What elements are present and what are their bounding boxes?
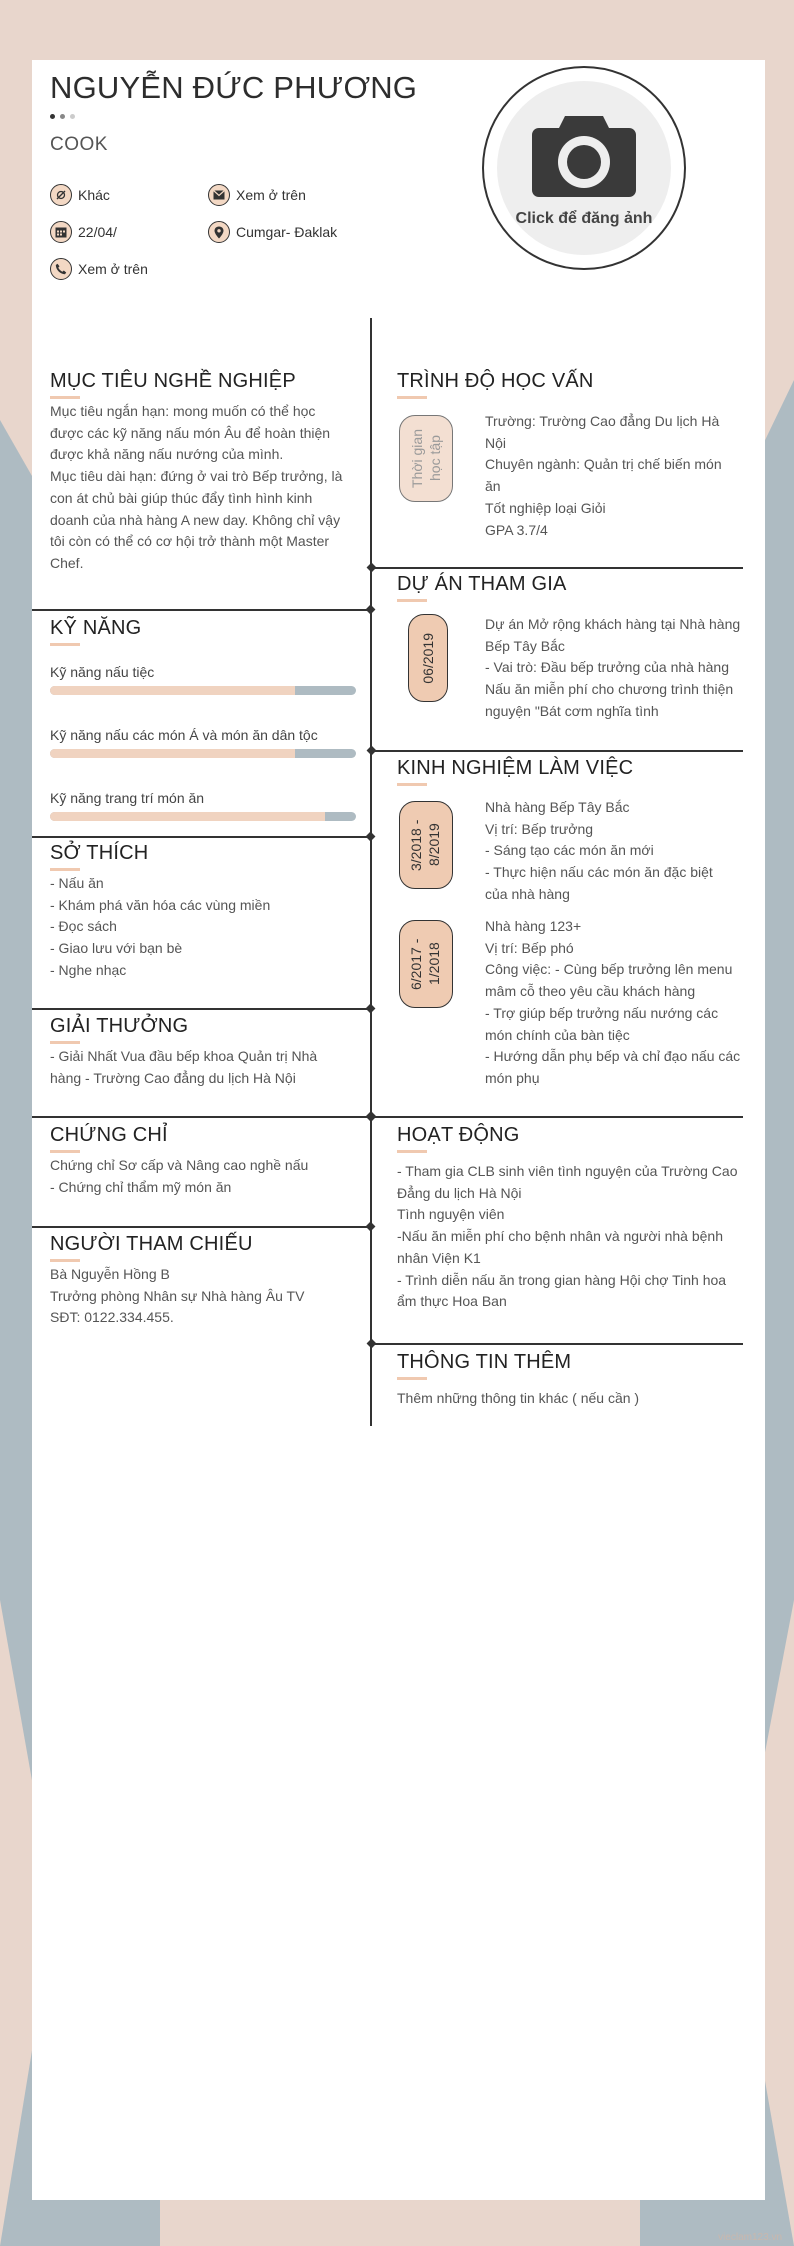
career-objective-section <box>50 370 346 575</box>
period-text: 06/2019 <box>420 632 436 684</box>
title-underline <box>397 1377 427 1380</box>
address-value: Cumgar- Đaklak <box>236 224 338 240</box>
projects-section <box>397 573 567 602</box>
title-underline <box>397 783 427 786</box>
section-divider <box>371 567 743 569</box>
section-title: GIẢI THƯỞNG <box>50 1015 189 1037</box>
section-divider <box>32 1116 371 1118</box>
section-divider <box>371 1343 743 1345</box>
list-item: - Đọc sách <box>50 918 117 935</box>
title-underline <box>50 643 80 646</box>
phone-value: Xem ở trên <box>78 261 148 277</box>
project-period-pill <box>408 614 448 702</box>
divider-marker <box>367 1339 377 1349</box>
birthday-value: 22/04/ <box>78 224 117 240</box>
divider-marker <box>366 605 376 615</box>
certificates-text: Chứng chỉ Sơ cấp và Nâng cao nghề nấu - Chứng chỉ thẩm mỹ món ăn <box>50 1157 309 1195</box>
gender-value: Khác <box>78 187 110 203</box>
title-underline <box>50 868 80 871</box>
activities-text: - Tham gia CLB sinh viên tình nguyện của Trường Cao Đẳng du lịch Hà Nội Tình nguyện viên -Nấu ăn miễn phí cho bệnh nhân và người nhà bệnh nhân Viện K1 - Trình diễn nấu ăn trong gian hàng Hội chợ Tinh hoa ẩm thực Hoa Ban <box>397 1163 738 1310</box>
title-underline <box>50 1150 80 1153</box>
section-divider <box>32 1008 371 1010</box>
list-item: - Giao lưu với bạn bè <box>50 940 183 957</box>
section-title: DỰ ÁN THAM GIA <box>397 573 567 595</box>
skills-section <box>50 617 356 821</box>
education-period-pill <box>399 415 453 502</box>
email-icon <box>208 184 230 206</box>
experience-period-pill <box>399 801 453 889</box>
references-section <box>50 1233 350 1329</box>
calendar-icon <box>50 221 72 243</box>
education-section <box>397 370 594 399</box>
experience-period-pill <box>399 920 453 1008</box>
camera-icon <box>531 108 637 198</box>
hobbies-section <box>50 842 350 982</box>
experience-job: Nhà hàng 123+ Vị trí: Bếp phó Công việc: - Cùng bếp trưởng lên menu mâm cỗ theo yêu cầu khách hàng - Trợ giúp bếp trưởng nấu nướng các món chính của bàn tiệc - Hướng dẫn phụ bếp và chỉ đạo nấu các món phụ <box>485 918 741 1086</box>
section-divider <box>32 1226 371 1228</box>
period-text: 6/2017 - 1/2018 <box>408 938 442 990</box>
location-icon <box>208 221 230 243</box>
list-item: - Nấu ăn <box>50 875 104 891</box>
avatar-caption: Click để đăng ảnh <box>515 210 653 227</box>
section-divider <box>32 836 371 838</box>
contact-gender <box>50 184 110 206</box>
section-title: KỸ NĂNG <box>50 617 142 639</box>
section-title: MỤC TIÊU NGHỀ NGHIỆP <box>50 370 296 392</box>
additional-info-section <box>397 1351 747 1410</box>
divider-marker <box>367 563 377 573</box>
title-underline <box>50 1041 80 1044</box>
divider-marker <box>366 1004 376 1014</box>
skill-bar <box>50 686 356 695</box>
skill-bar <box>50 749 356 758</box>
phone-icon <box>50 258 72 280</box>
skill-bar <box>50 812 356 821</box>
section-title: TRÌNH ĐỘ HỌC VẤN <box>397 370 594 392</box>
list-item: - Khám phá văn hóa các vùng miền <box>50 896 271 913</box>
section-divider <box>371 750 743 752</box>
projects-text: Dự án Mở rộng khách hàng tại Nhà hàng Bếp Tây Bắc - Vai trò: Đầu bếp trưởng của nhà hàng Nấu ăn miễn phí cho chương trình thiện nguyện "Bát cơm nghĩa tình <box>485 616 741 719</box>
gender-icon <box>50 184 72 206</box>
section-title: CHỨNG CHỈ <box>50 1124 168 1146</box>
section-divider <box>32 609 371 611</box>
contact-address <box>208 221 337 243</box>
awards-section <box>50 1015 350 1089</box>
section-title: THÔNG TIN THÊM <box>397 1351 572 1373</box>
title-underline <box>397 396 427 399</box>
additional-info-text: Thêm những thông tin khác ( nếu cần ) <box>397 1390 640 1406</box>
period-text: Thời gian học tập <box>409 429 443 488</box>
divider-marker <box>366 832 376 842</box>
hobby-list <box>50 873 350 982</box>
title-underline <box>50 396 80 399</box>
resume-page <box>32 60 765 2200</box>
skill-label: Kỹ năng trang trí món ăn <box>50 790 205 806</box>
contact-birthday <box>50 221 117 243</box>
section-title: HOẠT ĐỘNG <box>397 1124 520 1146</box>
candidate-name: NGUYỄN ĐỨC PHƯƠNG <box>50 70 418 105</box>
title-underline <box>397 599 427 602</box>
section-title: KINH NGHIỆM LÀM VIỆC <box>397 757 634 779</box>
objective-text: Mục tiêu ngắn hạn: mong muốn có thể học được các kỹ năng nấu món Âu để hoàn thiện được khả năng nấu nướng của mình. Mục tiêu dài hạn: đứng ở vai trò Bếp trưởng, là con át chủ bài giúp thúc đẩy tình hình kinh doanh của nhà hàng A new day. Không chỉ vậy tôi còn có thể có cơ hội trở thành một Master Chef. <box>50 403 343 571</box>
period-text: 3/2018 - 8/2019 <box>408 819 442 871</box>
education-text: Trường: Trường Cao đẳng Du lịch Hà Nội Chuyên ngành: Quản trị chế biến món ăn Tốt nghiệp loại Giỏi GPA 3.7/4 <box>485 413 722 538</box>
experience-job: Nhà hàng Bếp Tây Bắc Vị trí: Bếp trưởng - Sáng tạo các món ăn mới - Thực hiện nấu các món ăn đặc biệt của nhà hàng <box>485 799 713 902</box>
certificates-section <box>50 1124 350 1198</box>
section-divider <box>371 1116 743 1118</box>
contact-phone <box>50 258 148 280</box>
avatar-upload[interactable] <box>497 81 671 255</box>
divider-marker <box>367 746 377 756</box>
title-underline <box>397 1150 427 1153</box>
job-title: COOK <box>50 134 108 155</box>
section-title: SỞ THÍCH <box>50 842 149 864</box>
contact-email <box>208 184 306 206</box>
skill-label: Kỹ năng nấu các món Á và món ăn dân tộc <box>50 727 318 743</box>
section-title: NGƯỜI THAM CHIẾU <box>50 1233 253 1255</box>
pager-dots <box>50 114 75 119</box>
list-item: - Nghe nhạc <box>50 961 127 978</box>
email-value: Xem ở trên <box>236 187 306 203</box>
activities-section <box>397 1124 747 1313</box>
skill-label: Kỹ năng nấu tiệc <box>50 664 155 680</box>
watermark: vieclam123.vn <box>718 2232 782 2243</box>
timeline-divider <box>370 318 372 1426</box>
awards-text: - Giải Nhất Vua đầu bếp khoa Quản trị Nhà hàng - Trường Cao đẳng du lịch Hà Nội <box>50 1048 318 1086</box>
title-underline <box>50 1259 80 1262</box>
divider-marker <box>366 1222 376 1232</box>
references-text: Bà Nguyễn Hồng B Trưởng phòng Nhân sự Nhà hàng Âu TV SĐT: 0122.334.455. <box>50 1266 305 1326</box>
experience-section <box>397 757 633 786</box>
